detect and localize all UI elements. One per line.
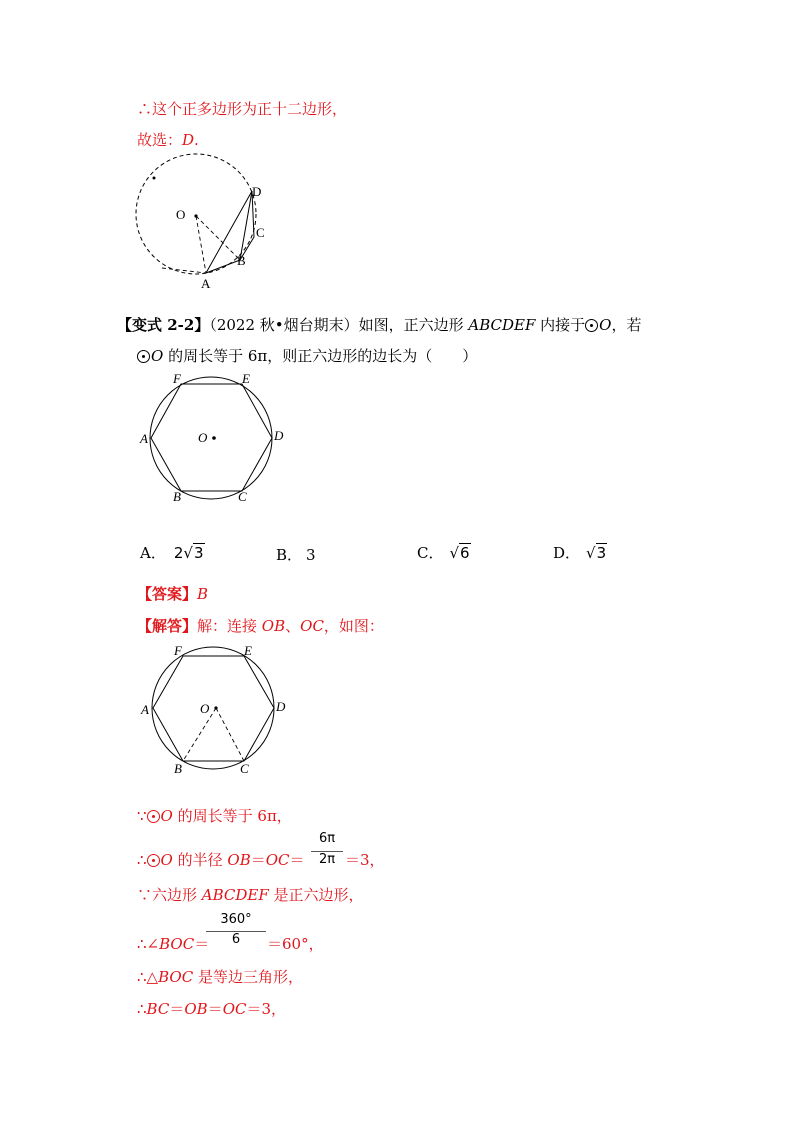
step-1 <box>137 806 292 826</box>
label-E: E <box>242 371 250 386</box>
step-6-eq1: ＝ <box>169 1000 185 1018</box>
answer-tag: 【答案】 <box>137 585 198 603</box>
hexagon <box>153 656 274 761</box>
circle-symbol <box>147 810 160 823</box>
figure-hexagon <box>136 370 306 510</box>
problem-text3: ，若 <box>611 316 642 334</box>
step-3-poly: ABCDEF <box>201 886 269 904</box>
problem-text2: 内接于 <box>535 316 586 334</box>
label-O: O <box>176 207 186 222</box>
label-B: B <box>173 489 181 504</box>
step-2-pre: ∴ <box>137 851 147 869</box>
answer-line <box>137 584 208 604</box>
step-1-text: 的周长等于 6π， <box>172 807 292 825</box>
analysis-end: ，如图： <box>323 617 384 635</box>
label-B: B <box>174 761 182 776</box>
analysis-ob: OB <box>261 617 286 635</box>
label-D: D <box>252 184 262 199</box>
step-6-oc: OC <box>222 1000 247 1018</box>
step-5-pre: ∴△ <box>137 968 159 986</box>
label-F: F <box>174 643 182 658</box>
step-5-boc: BOC <box>158 968 194 986</box>
label-O: O <box>200 701 210 716</box>
option-D[interactable] <box>553 543 607 563</box>
analysis-tag: 【解答】 <box>137 617 198 635</box>
label-B: B <box>237 253 246 268</box>
step-6-ob: OB <box>184 1000 208 1018</box>
label-C: C <box>238 489 247 504</box>
circle-symbol <box>147 854 160 867</box>
option-C-radicand: 6 <box>460 544 470 562</box>
option-B-label: B． <box>276 546 303 564</box>
step-1-pre: ∵ <box>137 807 147 825</box>
step-5-text: 是等边三角形， <box>193 968 303 986</box>
step-6-pre: ∴ <box>137 1000 147 1018</box>
step-2-text: 的半径 <box>172 851 228 869</box>
segment-OA <box>196 216 206 273</box>
step-1-o: O <box>160 807 173 825</box>
hexagon <box>151 384 272 491</box>
step-2 <box>137 850 305 870</box>
option-A-radicand: 3 <box>193 544 204 562</box>
figure-dodecagon <box>134 152 294 292</box>
option-D-value: √3 <box>586 544 607 562</box>
polygon-name: ABCDEF <box>468 316 536 334</box>
step-3-pre: ∵六边形 <box>137 886 202 904</box>
option-D-label: D． <box>553 544 581 562</box>
segment-AB <box>206 260 240 273</box>
step-2-oc: OC <box>265 851 290 869</box>
label-C: C <box>240 761 249 776</box>
circle-symbol <box>585 319 598 332</box>
option-A-label: A． <box>140 544 166 562</box>
option-B[interactable] <box>276 545 316 565</box>
label-C: C <box>256 225 265 240</box>
label-E: E <box>244 643 252 658</box>
problem-question: 的周长等于 6π，则正六边形的边长为（ ） <box>163 347 478 365</box>
option-B-value: 3 <box>306 546 316 564</box>
step-4-pre: ∴∠ <box>137 935 160 953</box>
conclusion-text: ∴这个正多边形为正十二边形， <box>137 100 348 118</box>
option-C[interactable] <box>417 543 471 563</box>
problem-line-2 <box>137 346 477 366</box>
option-A-coef: 2 <box>173 544 184 562</box>
circle-symbol <box>137 350 150 363</box>
step-6-eq2: ＝ <box>207 1000 223 1018</box>
circle-name-2: O <box>151 347 164 365</box>
analysis-oc: OC <box>300 617 324 635</box>
step-2-eq: ＝ <box>250 851 266 869</box>
label-A: A <box>201 276 211 291</box>
step-2-o: O <box>160 851 173 869</box>
step-5 <box>137 967 303 987</box>
label-D: D <box>276 699 286 714</box>
step-3-text: 是正六边形， <box>268 886 364 904</box>
label-A: A <box>141 702 149 717</box>
step-6-bc: BC <box>146 1000 170 1018</box>
choice-suffix: . <box>194 131 199 149</box>
step-4-result: ＝60°， <box>267 935 324 953</box>
analysis-text: 解：连接 <box>197 617 262 635</box>
circumcircle <box>150 377 272 499</box>
step-6-result: ＝3， <box>246 1000 287 1018</box>
option-C-label: C． <box>417 544 444 562</box>
choice-answer: D <box>182 131 195 149</box>
label-D: D <box>274 428 284 443</box>
step-2-ob: OB <box>227 851 251 869</box>
center-dot <box>214 706 217 709</box>
step-4-boc: BOC <box>159 935 195 953</box>
figure-hexagon-solution <box>136 640 306 780</box>
step-4 <box>137 934 209 954</box>
label-F: F <box>173 371 181 386</box>
problem-source: （2022 秋•烟台期末）如图，正六边形 <box>209 316 469 334</box>
label-A: A <box>140 431 148 446</box>
step-2-result: ＝3， <box>345 851 385 869</box>
fraction-angle-num: 360° <box>220 912 252 927</box>
center-dot <box>212 436 216 440</box>
analysis-line <box>137 616 384 636</box>
solution-conclusion <box>137 99 347 119</box>
answer-value: B <box>197 585 209 603</box>
circumcircle <box>152 647 274 769</box>
option-D-radicand: 3 <box>596 544 607 562</box>
solution-choice <box>137 130 199 150</box>
problem-tag: 【变式 2-2】 <box>117 316 210 334</box>
segment-adj <box>162 268 206 273</box>
step-3 <box>137 885 364 905</box>
circle-name: O <box>599 316 612 334</box>
fraction-radius-den: 2π <box>318 852 336 867</box>
step-6 <box>137 999 286 1019</box>
option-C-value: √6 <box>449 544 470 562</box>
option-A-value: 2√3 <box>173 544 204 562</box>
vertex-dot <box>153 177 156 180</box>
option-A[interactable] <box>140 543 205 563</box>
analysis-sep: 、 <box>285 617 301 635</box>
step-2-eq2: ＝ <box>289 851 305 869</box>
fraction-radius-num: 6π <box>318 831 336 846</box>
problem-line-1 <box>117 315 642 335</box>
step-4-eq: ＝ <box>194 935 210 953</box>
fraction-angle-den: 6 <box>231 932 241 947</box>
segment-OC <box>216 708 244 761</box>
label-O: O <box>198 430 208 445</box>
choice-prefix: 故选： <box>137 131 183 149</box>
